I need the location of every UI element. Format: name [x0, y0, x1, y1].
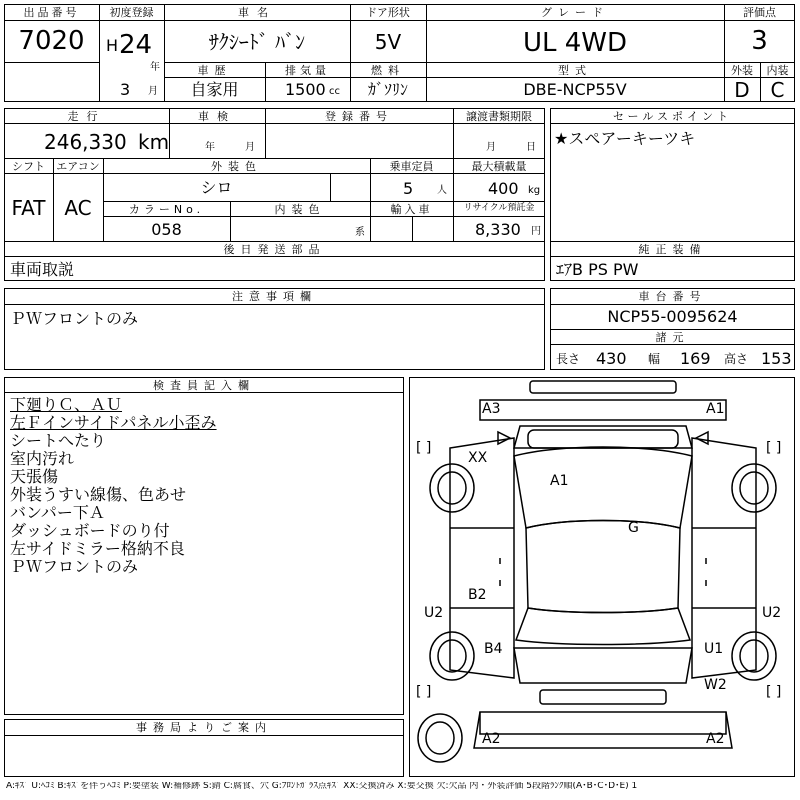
inspector-line: バンパー下Ａ: [10, 503, 105, 522]
first-reg-label: 初度登録: [109, 6, 154, 19]
score-label: 評価点: [743, 6, 776, 19]
year-unit: 年: [150, 62, 160, 73]
length-label: 長さ: [556, 352, 581, 366]
score: 3: [751, 26, 768, 56]
caution-label: 注意事項欄: [232, 290, 317, 303]
divider: [4, 158, 545, 159]
inspector-notes: [10, 396, 217, 576]
width-label: 幅: [648, 352, 661, 366]
after-parts: 車両取説: [10, 260, 75, 279]
divider: [550, 329, 795, 330]
door-label: ドア形状: [366, 6, 410, 19]
transfer-month-unit: 月: [486, 142, 496, 153]
divider: [103, 201, 545, 202]
shift-label: シフト: [12, 160, 45, 173]
bracket-left-front: [ ]: [416, 440, 432, 456]
damage-mark: B2: [468, 587, 487, 603]
inspection-year-unit: 年: [205, 142, 215, 153]
height-label: 高さ: [724, 352, 749, 366]
divider: [412, 216, 413, 241]
office-label: 事務局よりご案内: [136, 721, 272, 734]
mileage: 246,330: [44, 130, 127, 154]
ac: AC: [64, 196, 92, 220]
divider: [550, 241, 795, 242]
door-type: 5V: [374, 30, 402, 54]
inspector-line: 左Ｆインサイドパネル小歪み: [10, 413, 217, 432]
divider: [103, 216, 545, 217]
divider: [99, 4, 100, 102]
era-letter: H: [106, 36, 119, 55]
divider: [4, 123, 545, 124]
divider: [4, 304, 545, 305]
bracket-right-rear: [ ]: [766, 684, 782, 700]
model-label: 型式: [558, 64, 592, 77]
lot-number: 7020: [18, 26, 85, 56]
recycle-label: リサイクル預託金: [463, 203, 535, 213]
capacity-unit: 人: [437, 185, 447, 196]
history: 自家用: [190, 80, 239, 99]
divider: [550, 256, 795, 257]
capacity: 5: [403, 179, 414, 198]
transfer-day-unit: 日: [526, 142, 536, 153]
damage-mark: A1: [706, 401, 725, 417]
divider: [99, 20, 164, 21]
inspector-label: 検査員記入欄: [153, 379, 255, 392]
divider: [4, 20, 99, 21]
sales-point-label: セールスポイント: [612, 110, 732, 123]
inspection-label: 車検: [198, 110, 236, 123]
divider: [4, 256, 545, 257]
color-no: 058: [151, 220, 182, 239]
max-load-unit: kg: [528, 185, 541, 196]
inspector-line: 外装うすい線傷、色あせ: [10, 485, 187, 504]
inspection-month-unit: 月: [245, 142, 255, 153]
int-color-suffix: 系: [355, 227, 365, 238]
damage-mark: A2: [482, 731, 501, 747]
history-label: 車歴: [197, 64, 232, 77]
chassis-number: NCP55-0095624: [607, 307, 738, 326]
transfer-label: 譲渡書類期限: [466, 110, 532, 123]
caution-text: ＰＷフロントのみ: [10, 309, 139, 328]
era-year: 24: [119, 30, 153, 60]
fuel-label: 燃料: [371, 64, 405, 77]
reg-number-label: 登録番号: [325, 110, 393, 123]
divider: [103, 173, 545, 174]
dims-label: 諸元: [655, 331, 690, 344]
damage-mark: B4: [484, 641, 503, 657]
damage-mark: U2: [424, 605, 444, 621]
displacement: 1500: [285, 80, 326, 99]
divider: [164, 20, 724, 21]
lot-label: 出品番号: [23, 6, 80, 19]
mileage-label: 走行: [67, 110, 106, 123]
inspector-line: ＰＷフロントのみ: [10, 557, 139, 576]
exterior-grade: D: [734, 78, 750, 102]
displacement-label: 排気量: [285, 64, 330, 77]
damage-mark: W2: [704, 677, 727, 693]
car-name: ｻｸｼｰﾄﾞ ﾊﾞﾝ: [208, 30, 306, 54]
ext-color: シロ: [200, 178, 233, 197]
model: DBE-NCP55V: [523, 80, 627, 99]
car-diagram: [410, 378, 794, 776]
genuine: ｴｱB PS PW: [556, 260, 639, 279]
reg-month: 3: [120, 80, 131, 99]
divider: [4, 392, 404, 393]
divider: [550, 344, 795, 345]
divider: [724, 20, 795, 21]
exterior-grade-label: 外装: [731, 64, 753, 77]
genuine-label: 純正装備: [638, 243, 707, 256]
damage-mark: A2: [706, 731, 725, 747]
divider: [164, 62, 795, 63]
grade-label: グレード: [541, 6, 609, 19]
height: 153: [761, 349, 792, 368]
divider: [330, 173, 331, 201]
bracket-right-front: [ ]: [766, 440, 782, 456]
capacity-label: 乗車定員: [389, 160, 434, 173]
inspector-line: 天張傷: [10, 467, 59, 486]
interior-grade-label: 内装: [766, 64, 789, 77]
interior-grade: C: [770, 78, 785, 102]
damage-mark: XX: [468, 450, 488, 466]
sales-point-text: ★スペアーキーツキ: [554, 129, 696, 148]
divider: [164, 77, 795, 78]
displacement-unit: cc: [329, 86, 340, 97]
chassis-label: 車台番号: [638, 290, 707, 303]
recycle: 8,330: [475, 220, 521, 239]
inspector-line: 室内汚れ: [10, 449, 75, 468]
legend: A:ｷｽﾞ U:ﾍｺﾐ B:ｷｽﾞを伴うﾍｺﾐ P:要塗装 W:補修跡 S:錆 C:腐食、穴 G:ﾌﾛﾝﾄｶﾞﾗｽ点ｷｽﾞ XX:交換済み X:要交換 欠:欠品 内・外装評価 5段階ﾗﾝｸ順(A･B･C･D･E) 1: [6, 782, 638, 791]
divider: [550, 123, 795, 124]
fuel: ｶﾞｿﾘﾝ: [367, 80, 408, 99]
max-load: 400: [488, 179, 519, 198]
after-parts-label: 後日発送部品: [223, 243, 326, 256]
divider: [4, 241, 545, 242]
mileage-unit: km: [138, 130, 170, 154]
damage-map: [409, 377, 795, 777]
divider: [4, 735, 404, 736]
ext-color-label: 外装色: [211, 160, 262, 173]
inspector-line: 左サイドミラー格納不良: [10, 539, 185, 558]
recycle-unit: 円: [531, 226, 541, 237]
inspector-line: 下廻りＣ、ＡＵ: [10, 395, 123, 414]
ac-label: エアコン: [56, 160, 100, 173]
divider: [4, 62, 99, 63]
damage-mark: U2: [762, 605, 782, 621]
inspector-line: シートへたり: [10, 431, 107, 450]
damage-mark: U1: [704, 641, 724, 657]
grade: UL 4WD: [522, 28, 628, 58]
shift: FAT: [11, 196, 46, 220]
color-no-label: カラーNo.: [128, 203, 205, 216]
max-load-label: 最大積載量: [471, 160, 527, 173]
damage-mark: A1: [550, 473, 569, 489]
inspector-line: ダッシュボードのり付: [10, 521, 170, 540]
width: 169: [680, 349, 711, 368]
damage-mark: G: [628, 520, 639, 536]
length: 430: [596, 349, 627, 368]
divider: [550, 304, 795, 305]
import-label: 輸入車: [390, 203, 433, 216]
car-name-label: 車名: [238, 6, 276, 19]
bracket-left-rear: [ ]: [416, 684, 432, 700]
damage-mark: A3: [482, 401, 501, 417]
int-color-label: 内装色: [274, 203, 326, 216]
month-unit: 月: [148, 86, 158, 97]
